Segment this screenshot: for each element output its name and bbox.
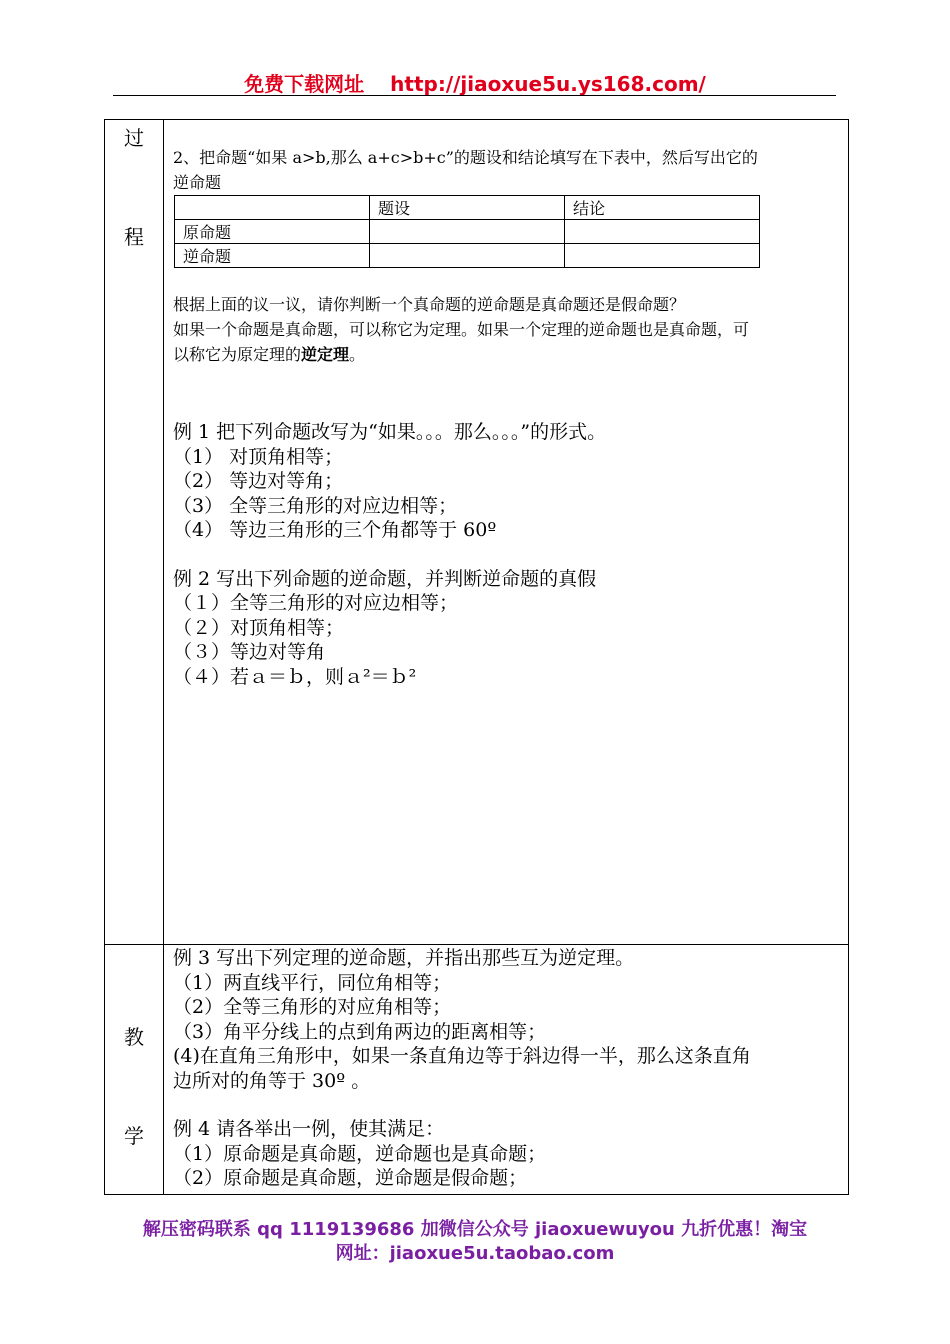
table-cell (370, 244, 565, 268)
example-3-title: 例 3 写出下列定理的逆命题，并指出那些互为逆定理。 (173, 947, 635, 969)
list-item: （2）原命题是真命题，逆命题是假命题； (173, 1167, 528, 1189)
page-header (0, 68, 950, 97)
footer-line-1: 解压密码联系 qq 1119139686 加微信公众号 jiaoxuewuyou 九折优惠！淘宝 (142, 1219, 808, 1240)
definition-term: 逆定理 (301, 345, 350, 364)
table-cell: 原命题 (175, 220, 370, 244)
side-label-guo: 过 (124, 126, 144, 150)
list-item: （1）两直线平行，同位角相等； (173, 971, 452, 994)
side-column-process (105, 120, 164, 944)
footer-line-2[interactable]: 网址：jiaoxue5u.taobao.com (335, 1243, 615, 1264)
table-cell: 逆命题 (175, 244, 370, 268)
definition-prefix: 以称它为原定理的 (173, 345, 302, 364)
side-label-xue: 学 (124, 1124, 144, 1148)
header-site-label: 免费下载网址 (244, 72, 365, 96)
list-item: （1） 对顶角相等； (173, 445, 344, 468)
header-divider (113, 95, 836, 96)
table-header-cell: 题设 (370, 196, 565, 220)
side-label-cheng: 程 (124, 225, 144, 249)
side-label-jiao: 教 (124, 1025, 144, 1049)
list-item: （4） 等边三角形的三个角都等于 60º (173, 519, 497, 541)
process-content (173, 145, 840, 689)
table-header-cell: 结论 (565, 196, 760, 220)
list-item: （1）原命题是真命题，逆命题也是真命题； (173, 1142, 547, 1165)
list-item: （１）全等三角形的对应边相等； (173, 592, 459, 614)
list-item: (4)在直角三角形中，如果一条直角边等于斜边得一半，那么这条直角 (173, 1045, 751, 1067)
list-item: （3）角平分线上的点到角两边的距离相等； (173, 1020, 547, 1043)
list-item: （2）全等三角形的对应角相等； (173, 996, 452, 1018)
table-row (175, 220, 760, 244)
list-item: 边所对的角等于 30º 。 (173, 1069, 371, 1092)
definition-end: 。 (349, 345, 366, 364)
proposition-table (174, 195, 760, 268)
example-2-title: 例 2 写出下列命题的逆命题，并判断逆命题的真假 (173, 567, 597, 590)
discussion-question: 根据上面的议一议，请你判断一个真命题的逆命题是真命题还是假命题？ (173, 295, 686, 314)
definition-line-1: 如果一个命题是真命题，可以称它为定理。如果一个定理的逆命题也是真命题，可 (173, 320, 750, 339)
table-row (175, 244, 760, 268)
table-cell (565, 220, 760, 244)
list-item: （３）等边对等角 (173, 641, 326, 663)
header-url-link[interactable]: http://jiaoxue5u.ys168.com/ (390, 72, 706, 96)
question-2-line-2: 逆命题 (173, 173, 222, 192)
side-column-teaching (105, 945, 164, 1194)
list-item: （２）对顶角相等； (173, 616, 345, 639)
list-item: （４）若ａ＝ｂ，则ａ²＝ｂ² (173, 665, 417, 688)
example-4-title: 例 4 请各举出一例，使其满足： (173, 1118, 445, 1140)
example-1-title: 例 1 把下列命题改写为“如果。。。那么。。。”的形式。 (173, 421, 607, 443)
table-header-row (175, 196, 760, 220)
definition-line-2 (173, 342, 840, 367)
table-cell (565, 244, 760, 268)
table-header-cell (175, 196, 370, 220)
table-cell (370, 220, 565, 244)
lesson-frame-process (104, 119, 849, 945)
list-item: （2） 等边对等角； (173, 470, 344, 492)
question-2-line-1: 2、把命题“如果 a>b,那么 a+c>b+c”的题设和结论填写在下表中，然后写出它的 (173, 148, 758, 167)
lesson-frame-teaching (104, 945, 849, 1195)
list-item: （3） 全等三角形的对应边相等； (173, 494, 458, 517)
teaching-content (173, 946, 840, 1191)
page-footer (0, 1218, 950, 1266)
